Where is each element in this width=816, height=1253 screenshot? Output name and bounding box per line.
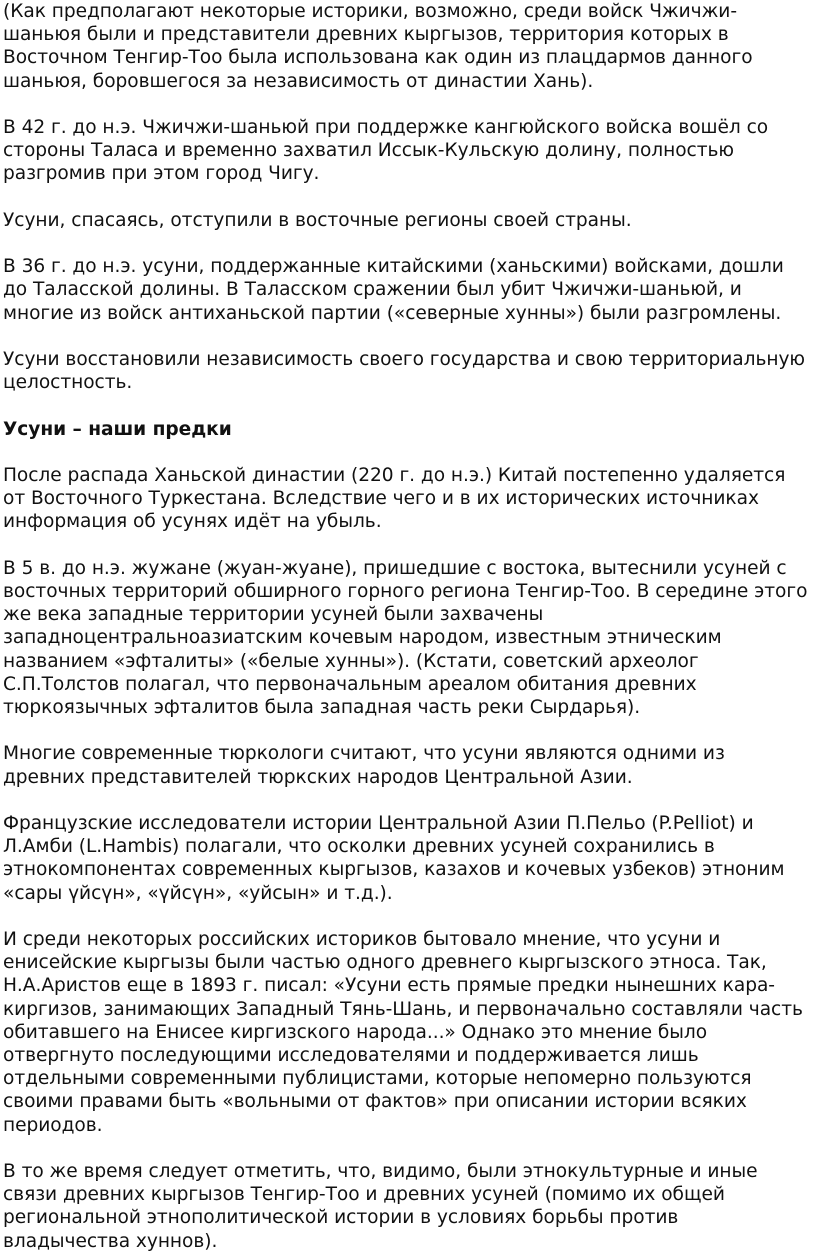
paragraph-6: После распада Ханьской династии (220 г. до н.э.) Китай постепенно удаляется от Восточного Туркестана. Вследствие чего и в их исторических источниках информация об усунях идёт на убыль. xyxy=(3,464,786,533)
paragraph-9: Французские исследователи истории Центральной Азии П.Пельо (P.Pelliot) и Л.Амби (L.Hambis) полагали, что осколки древних усуней сохранились в этнокомпонентах современных кыргызов, казахов и кочевых узбеков) этноним «сары үйсүн», «үйсүн», «уйсын» и т.д.). xyxy=(3,812,785,904)
paragraph-4: В 36 г. до н.э. усуни, поддержанные китайскими (ханьскими) войсками, дошли до Таласской долины. В Таласском сражении был убит Чжичжи-шаньюй, и многие из войск антиханьской партии («северные хунны») были разгромлены. xyxy=(3,256,784,324)
paragraph-5: Усуни восстановили независимость своего государства и свою территориальную целостность. xyxy=(3,348,806,394)
paragraph-3: Усуни, спасаясь, отступили в восточные регионы своей страны. xyxy=(3,209,632,231)
paragraph-11: В то же время следует отметить, что, видимо, были этнокультурные и иные связи древних кыргызов Тенгир-Тоо и древних усуней (помимо их общей региональной этнополитической истории в условиях борьбы против владычества хуннов). xyxy=(3,1160,758,1252)
paragraph-10: И среди некоторых российских историков бытовало мнение, что усуни и енисейские кыргызы были частью одного древнего кыргызского этноса. Так, Н.А.Аристов еще в 1893 г. писал: «Усуни есть прямые предки нынешних кара-киргизов, занимающих Западный Тянь-Шань, и первоначально составляли часть обитавшего на Енисее киргизского народа...» Однако это мнение было отвергнуто последующими исследователями и поддерживается лишь отдельными современными публицистами, которые непомерно пользуются своими правами быть «вольными от фактов» при описании истории всяких периодов. xyxy=(3,928,803,1136)
paragraph-7: В 5 в. до н.э. жужане (жуан-жуане), пришедшие с востока, вытеснили усуней с восточных территорий обширного горного региона Тенгир-Тоо. В середине этого же века западные территории усуней были захвачены западноцентральноазиатским кочевым народом, известным этническим названием «эфталиты» («белые хунны»). (Кстати, советский археолог С.П.Толстов полагал, что первоначальным ареалом обитания древних тюркоязычных эфталитов была западная часть реки Сырдарья). xyxy=(3,557,808,718)
paragraph-8: Многие современные тюркологи считают, что усуни являются одними из древних представителей тюркских народов Центральной Азии. xyxy=(3,743,725,788)
paragraph-2: В 42 г. до н.э. Чжичжи-шаньюй при поддержке кангюйского войска вошёл со стороны Таласа и временно захватил Иссык-Кульскую долину, полностью разгромив при этом город Чигу. xyxy=(3,117,769,185)
section-heading: Усуни – наши предки xyxy=(3,418,232,440)
paragraph-1: (Как предполагают некоторые историки, возможно, среди войск Чжичжи-шаньюя были и представители древних кыргызов, территория которых в Восточном Тенгир-Тоо была использована как один из плацдармов данного шаньюя, боровшегося за независимость от династии Хань). xyxy=(3,1,753,92)
